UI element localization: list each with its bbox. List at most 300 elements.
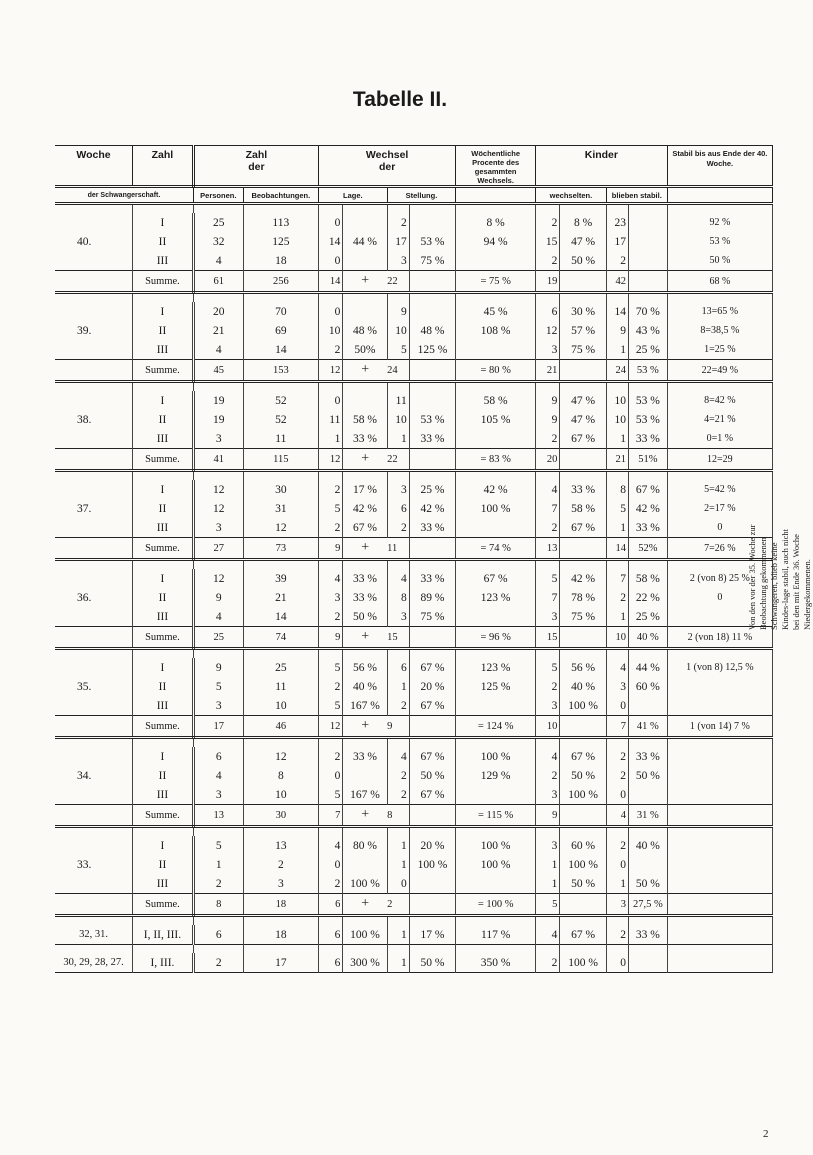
- summe-blieben: 14: [606, 538, 628, 560]
- beobachtungen-cell: 113: [243, 213, 318, 232]
- blieben-count-cell: 0: [606, 696, 628, 716]
- summe-spacer: [55, 449, 133, 471]
- blieben-percent-cell: [628, 785, 667, 805]
- summe-beobachtungen: 30: [243, 805, 318, 827]
- summe-personen: 45: [193, 360, 243, 382]
- summe-personen: 17: [193, 716, 243, 738]
- summe-stellung: 8: [387, 805, 409, 827]
- summe-spacer: [55, 360, 133, 382]
- woche-cell: 32, 31.: [55, 925, 133, 945]
- blieben-count-cell: 1: [606, 607, 628, 627]
- wechselten-percent-cell: 50 %: [560, 874, 607, 894]
- summe-blank: [409, 805, 456, 827]
- blieben-count-cell: 1: [606, 874, 628, 894]
- procente-cell: 100 %: [456, 499, 536, 518]
- summe-procente: = 124 %: [456, 716, 536, 738]
- schwanger-cell: I: [133, 569, 194, 588]
- stellung-percent-cell: 48 %: [409, 321, 456, 340]
- blieben-count-cell: 1: [606, 429, 628, 449]
- lage-percent-cell: [343, 213, 387, 232]
- table-row: [55, 874, 773, 894]
- woche-cell: 36.: [55, 588, 133, 607]
- table-row: [55, 588, 773, 607]
- table-row: [55, 518, 773, 538]
- wechselten-percent-cell: 30 %: [560, 302, 607, 321]
- blieben-percent-cell: [628, 213, 667, 232]
- beobachtungen-cell: 31: [243, 499, 318, 518]
- summe-stabil: [667, 805, 772, 827]
- blieben-count-cell: 1: [606, 518, 628, 538]
- header-zahl-schwanger: Zahl: [151, 149, 174, 161]
- stellung-count-cell: 10: [387, 321, 409, 340]
- summe-stabil: 1 (von 14) 7 %: [667, 716, 772, 738]
- summe-lage: 12: [318, 360, 342, 382]
- wechselten-percent-cell: 67 %: [560, 747, 607, 766]
- lage-percent-cell: 56 %: [343, 658, 387, 677]
- page-number: 2: [763, 1128, 769, 1140]
- table-row: [55, 391, 773, 410]
- blieben-percent-cell: 33 %: [628, 518, 667, 538]
- stellung-count-cell: 8: [387, 588, 409, 607]
- blieben-percent-cell: 60 %: [628, 677, 667, 696]
- wechselten-count-cell: 1: [536, 855, 560, 874]
- blieben-percent-cell: 67 %: [628, 480, 667, 499]
- stellung-count-cell: 2: [387, 785, 409, 805]
- lage-count-cell: 5: [318, 785, 342, 805]
- table-row: [55, 232, 773, 251]
- wechselten-percent-cell: 33 %: [560, 480, 607, 499]
- lage-count-cell: 0: [318, 302, 342, 321]
- wechselten-count-cell: 6: [536, 302, 560, 321]
- summe-blank: [409, 271, 456, 293]
- woche-cell: 40.: [55, 232, 133, 251]
- stellung-percent-cell: 17 %: [409, 925, 456, 945]
- stellung-percent-cell: 75 %: [409, 251, 456, 271]
- summe-procente: = 96 %: [456, 627, 536, 649]
- summe-personen: 25: [193, 627, 243, 649]
- stabil-cell: 92 %: [667, 213, 772, 232]
- wechselten-percent-cell: 67 %: [560, 925, 607, 945]
- beobachtungen-cell: 30: [243, 480, 318, 499]
- schwanger-cell: II: [133, 232, 194, 251]
- header-zahl-der: der: [248, 161, 265, 173]
- summe-personen: 13: [193, 805, 243, 827]
- summe-procente: = 83 %: [456, 449, 536, 471]
- stabil-cell: [667, 855, 772, 874]
- procente-cell: [456, 340, 536, 360]
- personen-cell: 19: [193, 391, 243, 410]
- lage-count-cell: 14: [318, 232, 342, 251]
- procente-cell: [456, 429, 536, 449]
- wechselten-count-cell: 2: [536, 677, 560, 696]
- blieben-percent-cell: 33 %: [628, 925, 667, 945]
- lage-count-cell: 2: [318, 340, 342, 360]
- stellung-count-cell: 5: [387, 340, 409, 360]
- summe-wechselten: 19: [536, 271, 560, 293]
- lage-count-cell: 5: [318, 658, 342, 677]
- lage-percent-cell: 42 %: [343, 499, 387, 518]
- stellung-count-cell: 1: [387, 855, 409, 874]
- wechselten-percent-cell: 100 %: [560, 696, 607, 716]
- blieben-count-cell: 10: [606, 391, 628, 410]
- schwanger-cell: III: [133, 340, 194, 360]
- lage-percent-cell: 50 %: [343, 607, 387, 627]
- summe-wechselten: 9: [536, 805, 560, 827]
- blieben-percent-cell: 25 %: [628, 340, 667, 360]
- summe-blank: [560, 894, 607, 916]
- summe-row: [55, 271, 773, 293]
- lage-percent-cell: [343, 766, 387, 785]
- wechselten-count-cell: 4: [536, 480, 560, 499]
- summe-row: [55, 627, 773, 649]
- summe-blank: [560, 716, 607, 738]
- summe-lage: 14: [318, 271, 342, 293]
- blieben-percent-cell: 50 %: [628, 874, 667, 894]
- lage-count-cell: 5: [318, 696, 342, 716]
- table-row: [55, 302, 773, 321]
- personen-cell: 12: [193, 480, 243, 499]
- summe-blank: [409, 538, 456, 560]
- personen-cell: 21: [193, 321, 243, 340]
- blieben-count-cell: 2: [606, 766, 628, 785]
- stellung-count-cell: 1: [387, 429, 409, 449]
- schwanger-cell: II: [133, 588, 194, 607]
- beobachtungen-cell: 70: [243, 302, 318, 321]
- wechselten-percent-cell: 67 %: [560, 518, 607, 538]
- stabil-cell: 5=42 %: [667, 480, 772, 499]
- stellung-percent-cell: 53 %: [409, 232, 456, 251]
- procente-cell: 123 %: [456, 588, 536, 607]
- woche-cell: [55, 785, 133, 805]
- summe-row: [55, 805, 773, 827]
- table-row: [55, 213, 773, 232]
- table-row: [55, 766, 773, 785]
- table-row: [55, 696, 773, 716]
- stabil-cell: 4=21 %: [667, 410, 772, 429]
- blieben-percent-cell: 44 %: [628, 658, 667, 677]
- stellung-percent-cell: 20 %: [409, 677, 456, 696]
- summe-beobachtungen: 46: [243, 716, 318, 738]
- table-row: [55, 855, 773, 874]
- wechselten-count-cell: 3: [536, 696, 560, 716]
- header-wechsel: Wechsel: [365, 149, 409, 161]
- personen-cell: 9: [193, 658, 243, 677]
- wechselten-percent-cell: 78 %: [560, 588, 607, 607]
- stabil-cell: 50 %: [667, 251, 772, 271]
- lage-percent-cell: 44 %: [343, 232, 387, 251]
- schwanger-cell: III: [133, 785, 194, 805]
- lage-percent-cell: 80 %: [343, 836, 387, 855]
- personen-cell: 25: [193, 213, 243, 232]
- beobachtungen-cell: 3: [243, 874, 318, 894]
- lage-percent-cell: [343, 391, 387, 410]
- stabil-cell: 0=1 %: [667, 429, 772, 449]
- summe-stabil: [667, 894, 772, 916]
- wechselten-count-cell: 2: [536, 518, 560, 538]
- lage-percent-cell: 167 %: [343, 696, 387, 716]
- summe-blank: [560, 271, 607, 293]
- wechselten-percent-cell: 60 %: [560, 836, 607, 855]
- procente-cell: 125 %: [456, 677, 536, 696]
- stabil-cell: 0: [667, 588, 772, 607]
- table-body: [55, 204, 773, 973]
- summe-beobachtungen: 153: [243, 360, 318, 382]
- blieben-percent-cell: [628, 953, 667, 973]
- stellung-percent-cell: 42 %: [409, 499, 456, 518]
- stellung-percent-cell: 33 %: [409, 429, 456, 449]
- schwanger-cell: I, II, III.: [133, 925, 194, 945]
- stellung-percent-cell: 67 %: [409, 696, 456, 716]
- summe-blieben-percent: 27,5 %: [628, 894, 667, 916]
- wechselten-count-cell: 9: [536, 391, 560, 410]
- wechselten-percent-cell: 42 %: [560, 569, 607, 588]
- lage-percent-cell: 33 %: [343, 569, 387, 588]
- woche-cell: [55, 480, 133, 499]
- summe-blank: [560, 627, 607, 649]
- blieben-percent-cell: 40 %: [628, 836, 667, 855]
- stabil-cell: 2=17 %: [667, 499, 772, 518]
- stellung-count-cell: 17: [387, 232, 409, 251]
- stellung-percent-cell: 33 %: [409, 569, 456, 588]
- blieben-percent-cell: [628, 855, 667, 874]
- schwanger-cell: II: [133, 499, 194, 518]
- stellung-percent-cell: 20 %: [409, 836, 456, 855]
- procente-cell: 45 %: [456, 302, 536, 321]
- stellung-count-cell: 3: [387, 251, 409, 271]
- blieben-count-cell: 10: [606, 410, 628, 429]
- wechselten-count-cell: 5: [536, 569, 560, 588]
- lage-count-cell: 4: [318, 836, 342, 855]
- summe-wechselten: 20: [536, 449, 560, 471]
- stellung-count-cell: 11: [387, 391, 409, 410]
- woche-cell: [55, 747, 133, 766]
- summe-label: Summe.: [133, 716, 194, 738]
- summe-beobachtungen: 74: [243, 627, 318, 649]
- beobachtungen-cell: 8: [243, 766, 318, 785]
- stellung-count-cell: 4: [387, 569, 409, 588]
- personen-cell: 4: [193, 340, 243, 360]
- wechselten-count-cell: 3: [536, 785, 560, 805]
- summe-blieben: 24: [606, 360, 628, 382]
- beobachtungen-cell: 39: [243, 569, 318, 588]
- summe-procente: = 75 %: [456, 271, 536, 293]
- summe-lage: 9: [318, 538, 342, 560]
- lage-count-cell: 3: [318, 588, 342, 607]
- personen-cell: 2: [193, 953, 243, 973]
- lage-percent-cell: 167 %: [343, 785, 387, 805]
- lage-percent-cell: 67 %: [343, 518, 387, 538]
- beobachtungen-cell: 52: [243, 410, 318, 429]
- stabil-cell: [667, 785, 772, 805]
- woche-cell: 37.: [55, 499, 133, 518]
- blieben-percent-cell: 58 %: [628, 569, 667, 588]
- header-kinder: Kinder: [536, 146, 668, 187]
- wechselten-percent-cell: 47 %: [560, 232, 607, 251]
- schwanger-cell: I: [133, 480, 194, 499]
- procente-cell: 100 %: [456, 747, 536, 766]
- wechselten-percent-cell: 75 %: [560, 607, 607, 627]
- summe-blieben-percent: 52%: [628, 538, 667, 560]
- stellung-percent-cell: [409, 874, 456, 894]
- personen-cell: 12: [193, 569, 243, 588]
- wechselten-count-cell: 2: [536, 213, 560, 232]
- summe-stabil: 2 (von 18) 11 %: [667, 627, 772, 649]
- woche-cell: 35.: [55, 677, 133, 696]
- wechselten-count-cell: 3: [536, 607, 560, 627]
- stabil-cell: 8=42 %: [667, 391, 772, 410]
- schwanger-cell: III: [133, 607, 194, 627]
- stellung-percent-cell: 67 %: [409, 785, 456, 805]
- lage-count-cell: 1: [318, 429, 342, 449]
- personen-cell: 12: [193, 499, 243, 518]
- summe-wechselten: 13: [536, 538, 560, 560]
- wechselten-percent-cell: 75 %: [560, 340, 607, 360]
- woche-cell: [55, 658, 133, 677]
- summe-blieben: 42: [606, 271, 628, 293]
- blieben-percent-cell: 70 %: [628, 302, 667, 321]
- personen-cell: 6: [193, 747, 243, 766]
- procente-cell: [456, 518, 536, 538]
- lage-count-cell: 2: [318, 518, 342, 538]
- personen-cell: 5: [193, 836, 243, 855]
- beobachtungen-cell: 17: [243, 953, 318, 973]
- woche-cell: [55, 429, 133, 449]
- summe-blieben-percent: 51%: [628, 449, 667, 471]
- header-personen: Personen.: [193, 187, 243, 204]
- summe-procente: = 80 %: [456, 360, 536, 382]
- schwanger-cell: I, III.: [133, 953, 194, 973]
- summe-plus: +: [343, 805, 387, 827]
- lage-count-cell: 4: [318, 569, 342, 588]
- blieben-count-cell: 0: [606, 785, 628, 805]
- summe-beobachtungen: 73: [243, 538, 318, 560]
- stellung-count-cell: 6: [387, 658, 409, 677]
- personen-cell: 3: [193, 429, 243, 449]
- summe-plus: +: [343, 449, 387, 471]
- beobachtungen-cell: 125: [243, 232, 318, 251]
- wechselten-percent-cell: 57 %: [560, 321, 607, 340]
- stellung-count-cell: 1: [387, 836, 409, 855]
- blieben-count-cell: 1: [606, 340, 628, 360]
- table-row: [55, 480, 773, 499]
- woche-cell: [55, 302, 133, 321]
- lage-percent-cell: 50%: [343, 340, 387, 360]
- stellung-count-cell: 2: [387, 518, 409, 538]
- table-row: [55, 429, 773, 449]
- wechselten-count-cell: 1: [536, 874, 560, 894]
- summe-stabil: 12=29: [667, 449, 772, 471]
- blieben-percent-cell: 53 %: [628, 410, 667, 429]
- wechselten-count-cell: 4: [536, 747, 560, 766]
- summe-label: Summe.: [133, 627, 194, 649]
- stellung-percent-cell: 67 %: [409, 747, 456, 766]
- summe-label: Summe.: [133, 449, 194, 471]
- lage-percent-cell: 33 %: [343, 747, 387, 766]
- lage-count-cell: 0: [318, 855, 342, 874]
- beobachtungen-cell: 11: [243, 677, 318, 696]
- schwanger-cell: III: [133, 874, 194, 894]
- summe-blieben-percent: 40 %: [628, 627, 667, 649]
- wechselten-count-cell: 2: [536, 766, 560, 785]
- woche-cell: 34.: [55, 766, 133, 785]
- stellung-percent-cell: 75 %: [409, 607, 456, 627]
- summe-blank: [560, 360, 607, 382]
- lage-percent-cell: 17 %: [343, 480, 387, 499]
- schwanger-cell: I: [133, 836, 194, 855]
- blieben-count-cell: 2: [606, 588, 628, 607]
- summe-spacer: [55, 627, 133, 649]
- beobachtungen-cell: 21: [243, 588, 318, 607]
- stabil-cell: 1 (von 8) 12,5 %: [667, 658, 772, 677]
- personen-cell: 4: [193, 607, 243, 627]
- schwanger-cell: II: [133, 677, 194, 696]
- wechselten-percent-cell: 47 %: [560, 410, 607, 429]
- data-table: [55, 145, 773, 973]
- lage-count-cell: 2: [318, 607, 342, 627]
- summe-spacer: [55, 538, 133, 560]
- stabil-cell: [667, 953, 772, 973]
- woche-cell: [55, 391, 133, 410]
- summe-personen: 8: [193, 894, 243, 916]
- blieben-percent-cell: [628, 251, 667, 271]
- header-lage: Lage.: [318, 187, 387, 204]
- table-row: [55, 251, 773, 271]
- stellung-count-cell: 1: [387, 677, 409, 696]
- table-row: [55, 836, 773, 855]
- summe-personen: 61: [193, 271, 243, 293]
- stabil-cell: [667, 747, 772, 766]
- summe-personen: 27: [193, 538, 243, 560]
- schwanger-cell: I: [133, 658, 194, 677]
- blieben-count-cell: 2: [606, 836, 628, 855]
- summe-blieben-percent: 41 %: [628, 716, 667, 738]
- summe-blieben-percent: 53 %: [628, 360, 667, 382]
- wechselten-count-cell: 9: [536, 410, 560, 429]
- blieben-count-cell: 9: [606, 321, 628, 340]
- lage-count-cell: 0: [318, 251, 342, 271]
- woche-cell: [55, 569, 133, 588]
- lage-percent-cell: 300 %: [343, 953, 387, 973]
- summe-plus: +: [343, 894, 387, 916]
- procente-cell: 8 %: [456, 213, 536, 232]
- woche-cell: 38.: [55, 410, 133, 429]
- stabil-cell: [667, 696, 772, 716]
- summe-stellung: 9: [387, 716, 409, 738]
- lage-percent-cell: 33 %: [343, 429, 387, 449]
- wechselten-count-cell: 3: [536, 340, 560, 360]
- summe-blank: [560, 538, 607, 560]
- personen-cell: 2: [193, 874, 243, 894]
- woche-cell: [55, 836, 133, 855]
- summe-beobachtungen: 115: [243, 449, 318, 471]
- blieben-count-cell: 4: [606, 658, 628, 677]
- stellung-percent-cell: 125 %: [409, 340, 456, 360]
- beobachtungen-cell: 2: [243, 855, 318, 874]
- summe-spacer: [55, 716, 133, 738]
- side-note: Von den vor der 35. Woche zur Beobachtung gekommenen Schwangeren, blieb keine Kindes-lage stabil, auch nicht bei den mit Ende 36. Woche Niedergekommenen.: [747, 524, 812, 630]
- schwanger-cell: II: [133, 410, 194, 429]
- summe-row: [55, 538, 773, 560]
- beobachtungen-cell: 14: [243, 340, 318, 360]
- summe-plus: +: [343, 716, 387, 738]
- table-row: [55, 340, 773, 360]
- blieben-percent-cell: 42 %: [628, 499, 667, 518]
- summe-blank: [560, 805, 607, 827]
- beobachtungen-cell: 52: [243, 391, 318, 410]
- header-stellung: Stellung.: [387, 187, 456, 204]
- lage-count-cell: 2: [318, 874, 342, 894]
- blieben-percent-cell: 22 %: [628, 588, 667, 607]
